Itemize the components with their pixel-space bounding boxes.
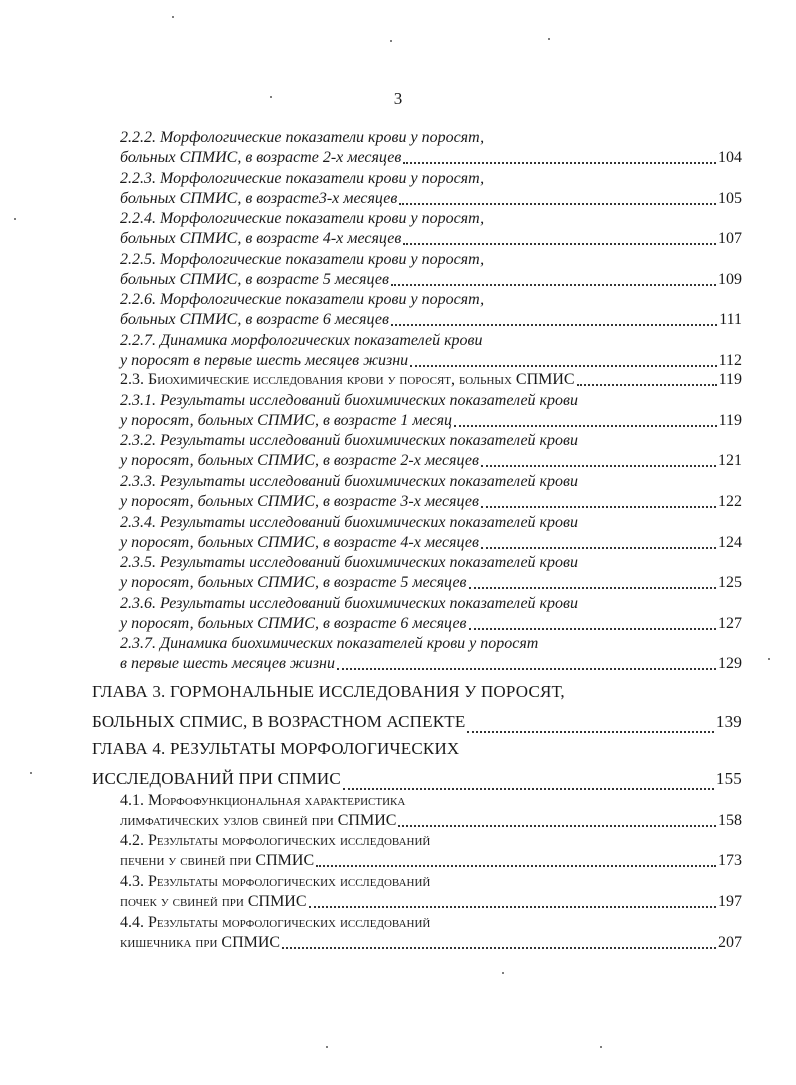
dot-leader xyxy=(410,365,716,367)
toc-entry-text: 4.4. Результаты морфологических исследований xyxy=(120,914,431,931)
toc-page-number: 207 xyxy=(718,934,742,951)
scan-speck xyxy=(326,1046,328,1048)
toc-page-number: 139 xyxy=(715,712,742,731)
scan-speck xyxy=(172,16,174,18)
dot-leader xyxy=(309,906,716,908)
toc-entry-text: у поросят, больных СПМИС, в возрасте 2-х месяцев xyxy=(120,452,479,469)
toc-page-number: 119 xyxy=(718,371,742,388)
toc-entry-text: БОЛЬНЫХ СПМИС, В ВОЗРАСТНОМ АСПЕКТЕ xyxy=(92,712,466,731)
toc-entry-text: больных СПМИС, в возрасте 5 месяцев xyxy=(120,271,389,288)
toc-page-number: 109 xyxy=(718,271,742,288)
toc-page-number: 121 xyxy=(718,452,742,469)
toc-entry-text: больных СПМИС, в возрасте 2-х месяцев xyxy=(120,149,402,166)
toc-entry-text: 2.2.5. Морфологические показатели крови у поросят, xyxy=(120,251,485,268)
toc-page-number: 105 xyxy=(718,190,742,207)
toc-entry[interactable] xyxy=(0,370,796,390)
toc-entry-text: 2.2.2. Морфологические показатели крови у поросят, xyxy=(120,129,485,146)
toc-entry[interactable] xyxy=(0,513,796,553)
toc-entry[interactable] xyxy=(0,913,796,953)
toc-entry-text: 2.3.4. Результаты исследований биохимических показателей крови xyxy=(120,514,578,531)
toc-page-number: 104 xyxy=(718,149,742,166)
toc-entry-text: в первые шесть месяцев жизни xyxy=(120,655,335,672)
toc-entry-text: больных СПМИС, в возрасте 4-х месяцев xyxy=(120,230,402,247)
toc-entry[interactable] xyxy=(0,594,796,634)
dot-leader xyxy=(403,162,716,164)
toc-page-number: 129 xyxy=(718,655,742,672)
toc-entry[interactable] xyxy=(0,734,796,794)
toc-entry[interactable] xyxy=(0,831,796,871)
toc-entry-text: больных СПМИС, в возрасте3-х месяцев xyxy=(120,190,398,207)
toc-entry[interactable] xyxy=(0,391,796,431)
toc-entry-text: у поросят, больных СПМИС, в возрасте 6 месяцев xyxy=(120,615,467,632)
toc-entry-text: печени у свиней при СПМИС xyxy=(120,852,315,869)
dot-leader xyxy=(337,668,716,670)
toc-entry[interactable] xyxy=(0,128,796,168)
toc-entry-text: 2.3.5. Результаты исследований биохимических показателей крови xyxy=(120,554,578,571)
toc-entry-text: лимфатических узлов свиней при СПМИС xyxy=(120,812,397,829)
scan-speck xyxy=(600,1046,602,1048)
toc-entry-text: ГЛАВА 3. ГОРМОНАЛЬНЫЕ ИССЛЕДОВАНИЯ У ПОРОСЯТ, xyxy=(92,682,565,701)
dot-leader xyxy=(467,731,713,733)
toc-entry[interactable] xyxy=(0,431,796,471)
toc-entry-text: у поросят, больных СПМИС, в возрасте 5 месяцев xyxy=(120,574,467,591)
toc-page-number: 125 xyxy=(718,574,742,591)
toc-entry-text: 2.2.7. Динамика морфологических показателей крови xyxy=(120,332,483,349)
dot-leader xyxy=(481,465,716,467)
scan-speck xyxy=(390,40,392,42)
toc-entry[interactable] xyxy=(0,169,796,209)
toc-page-number: 173 xyxy=(718,852,742,869)
toc-entry[interactable] xyxy=(0,872,796,912)
dot-leader xyxy=(282,947,716,949)
toc-entry[interactable] xyxy=(0,677,796,737)
dot-leader xyxy=(391,324,717,326)
dot-leader xyxy=(469,587,717,589)
scan-speck xyxy=(30,772,32,774)
toc-entry-text: 4.1. Морфофункциональная характеристика xyxy=(120,792,406,809)
scan-speck xyxy=(14,218,16,220)
scan-speck xyxy=(548,38,550,40)
toc-entry-text: у поросят в первые шесть месяцев жизни xyxy=(120,352,409,369)
toc-entry-text: у поросят, больных СПМИС, в возрасте 1 месяц xyxy=(120,412,453,429)
toc-entry[interactable] xyxy=(0,209,796,249)
toc-page-number: 107 xyxy=(718,230,742,247)
toc-entry-text: почек у свиней при СПМИС xyxy=(120,893,307,910)
toc-entry-text: 2.2.6. Морфологические показатели крови у поросят, xyxy=(120,291,485,308)
toc-entry-text: 2.3.6. Результаты исследований биохимических показателей крови xyxy=(120,595,578,612)
toc-page-number: 155 xyxy=(715,769,742,788)
dot-leader xyxy=(343,788,714,790)
toc-entry-text: 2.3.7. Динамика биохимических показателей крови у поросят xyxy=(120,635,539,652)
toc-entry-text: 2.3.3. Результаты исследований биохимических показателей крови xyxy=(120,473,578,490)
toc-page-number: 158 xyxy=(718,812,742,829)
scan-speck xyxy=(502,972,504,974)
toc-entry-text: ГЛАВА 4. РЕЗУЛЬТАТЫ МОРФОЛОГИЧЕСКИХ xyxy=(92,739,460,758)
toc-entry-text: 2.3. Биохимические исследования крови у поросят, больных СПМИС xyxy=(120,371,575,388)
toc-entry[interactable] xyxy=(0,290,796,330)
dot-leader xyxy=(391,284,716,286)
dot-leader xyxy=(316,865,716,867)
toc-entry-text: у поросят, больных СПМИС, в возрасте 3-х месяцев xyxy=(120,493,479,510)
page-number: 3 xyxy=(393,89,403,108)
toc-entry[interactable] xyxy=(0,634,796,674)
toc-entry-text: ИССЛЕДОВАНИЙ ПРИ СПМИС xyxy=(92,769,341,788)
scan-speck xyxy=(768,658,770,660)
toc-page-number: 127 xyxy=(718,615,742,632)
scan-speck xyxy=(270,96,272,98)
toc-entry-text: 4.2. Результаты морфологических исследований xyxy=(120,832,431,849)
toc-page-number: 111 xyxy=(719,311,742,328)
toc-entry-text: у поросят, больных СПМИС, в возрасте 4-х месяцев xyxy=(120,534,479,551)
dot-leader xyxy=(577,384,717,386)
dot-leader xyxy=(481,547,716,549)
toc-entry[interactable] xyxy=(0,250,796,290)
toc-entry[interactable] xyxy=(0,472,796,512)
toc-entry-text: 2.2.3. Морфологические показатели крови у поросят, xyxy=(120,170,485,187)
toc-entry-text: 2.3.1. Результаты исследований биохимических показателей крови xyxy=(120,392,578,409)
toc-entry-text: кишечника при СПМИС xyxy=(120,934,281,951)
dot-leader xyxy=(399,203,716,205)
dot-leader xyxy=(469,628,717,630)
dot-leader xyxy=(454,425,717,427)
toc-entry[interactable] xyxy=(0,331,796,371)
toc-page-number: 122 xyxy=(718,493,742,510)
toc-page-number: 112 xyxy=(718,352,742,369)
toc-page-number: 124 xyxy=(718,534,742,551)
toc-page-number: 197 xyxy=(718,893,742,910)
toc-entry[interactable] xyxy=(0,791,796,831)
toc-entry[interactable] xyxy=(0,553,796,593)
toc-entry-text: 2.2.4. Морфологические показатели крови у поросят, xyxy=(120,210,485,227)
toc-entry-text: больных СПМИС, в возрасте 6 месяцев xyxy=(120,311,389,328)
dot-leader xyxy=(403,243,716,245)
toc-entry-text: 2.3.2. Результаты исследований биохимических показателей крови xyxy=(120,432,578,449)
dot-leader xyxy=(481,506,716,508)
toc-page-number: 119 xyxy=(718,412,742,429)
dot-leader xyxy=(398,825,716,827)
toc-entry-text: 4.3. Результаты морфологических исследований xyxy=(120,873,431,890)
